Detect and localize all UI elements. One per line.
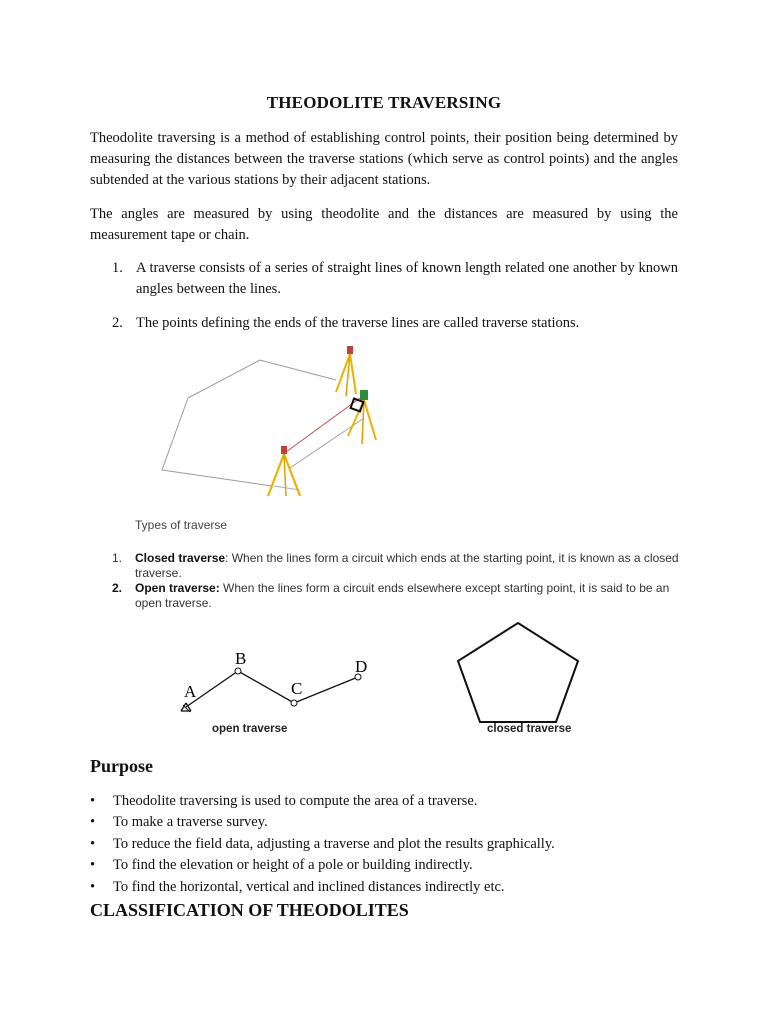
term: Open traverse: (135, 581, 220, 595)
list-text: The points defining the ends of the traverse lines are called traverse stations. (136, 315, 580, 331)
station-label-b: B (235, 649, 247, 668)
purpose-heading: Purpose (90, 756, 153, 776)
closed-traverse-diagram (452, 618, 584, 726)
tripod-icon (268, 446, 300, 496)
list-item: • To reduce the field data, adjusting a traverse and plot the results graphically. (90, 835, 555, 852)
bullet-icon: • (90, 814, 96, 831)
definition: When the lines form a circuit ends elsewhere except starting point, it is said to be an open traverse. (135, 581, 670, 610)
list-number: 2. (112, 581, 123, 595)
term-separator: : (225, 551, 229, 565)
page-title: THEODOLITE TRAVERSING (266, 93, 502, 112)
station-label-c: C (291, 679, 303, 698)
list-number: 2. (112, 315, 123, 331)
intro-paragraph: Theodolite traversing is a method of establishing control points, their position being determined by measuring the distances between the traverse stations (which serve as control points) and the angles subtended at the various stations by their adjacent stations. (90, 130, 678, 188)
classification-heading: CLASSIFICATION OF THEODOLITES (90, 900, 409, 920)
bullet-icon: • (90, 857, 96, 874)
traverse-illustration (150, 340, 390, 500)
list-text: A traverse consists of a series of straight lines of known length related one another by known angles between the lines. (136, 260, 678, 297)
theodolite-icon (348, 390, 376, 444)
tripod-icon (336, 346, 356, 396)
purpose-list (90, 793, 690, 900)
bullet-icon: • (90, 835, 96, 852)
bullet-icon: • (90, 878, 96, 895)
list-number: 1. (112, 551, 123, 565)
list-number: 1. (112, 260, 123, 276)
closed-traverse-caption: closed traverse (487, 723, 572, 735)
list-item: • To find the horizontal, vertical and inclined distances indirectly etc. (90, 878, 505, 895)
list-item: • To make a traverse survey. (90, 814, 268, 831)
bullet-icon: • (90, 793, 96, 809)
term: Closed traverse (135, 551, 226, 565)
station-label-d: D (355, 657, 368, 676)
measurement-paragraph: The angles are measured by using theodolite and the distances are measured by using the measurement tape or chain. (90, 206, 678, 243)
list-item: • To find the elevation or height of a pole or building indirectly. (90, 857, 473, 874)
open-traverse-caption: open traverse (212, 723, 288, 735)
open-traverse-diagram (170, 645, 380, 725)
list-item: • Theodolite traversing is used to compute the area of a traverse. (90, 793, 478, 809)
definition: When the lines form a circuit which ends at the starting point, it is known as a closed traverse. (135, 551, 679, 580)
station-label-a: A (184, 682, 197, 701)
figure-caption: Types of traverse (135, 518, 228, 532)
